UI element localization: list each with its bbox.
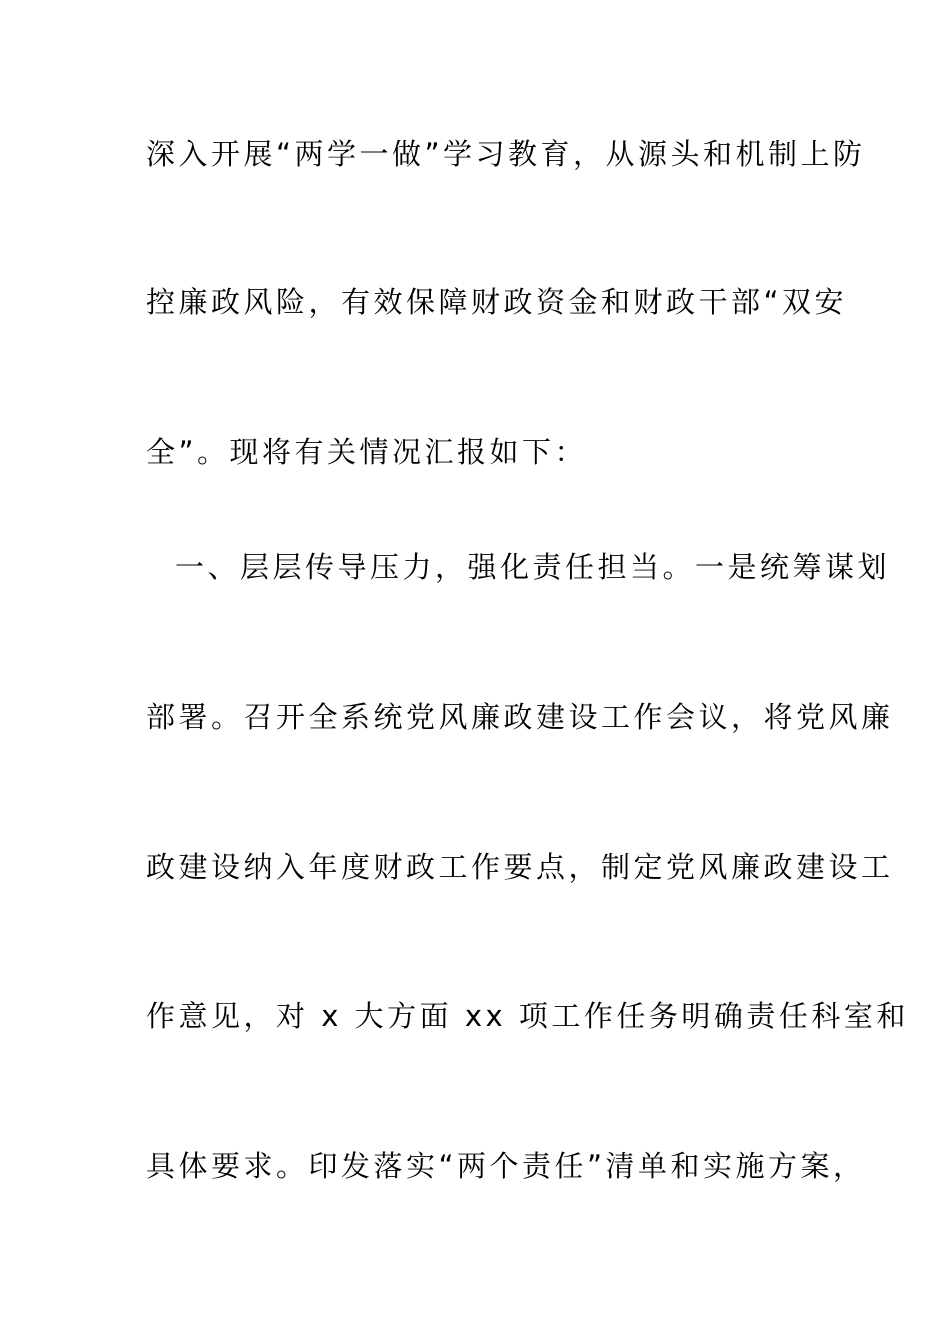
paragraph-line: 作意见，对 x 大方面 xx 项工作任务明确责任科室和 <box>146 999 909 1033</box>
paragraph-line: 政建设纳入年度财政工作要点，制定党风廉政建设工 <box>146 850 894 884</box>
paragraph-line: 具体要求。印发落实“两个责任”清单和实施方案， <box>146 1149 866 1183</box>
paragraph-line: 部署。召开全系统党风廉政建设工作会议，将党风廉 <box>146 700 894 734</box>
section-heading-line: 一、层层传导压力，强化责任担当。一是统筹谋划 <box>175 550 891 584</box>
paragraph-line: 控廉政风险，有效保障财政资金和财政干部“双安 <box>146 285 848 319</box>
paragraph-line: 深入开展“两学一做”学习教育，从源头和机制上防 <box>146 137 866 171</box>
paragraph-line: 全”。现将有关情况汇报如下： <box>146 435 588 469</box>
